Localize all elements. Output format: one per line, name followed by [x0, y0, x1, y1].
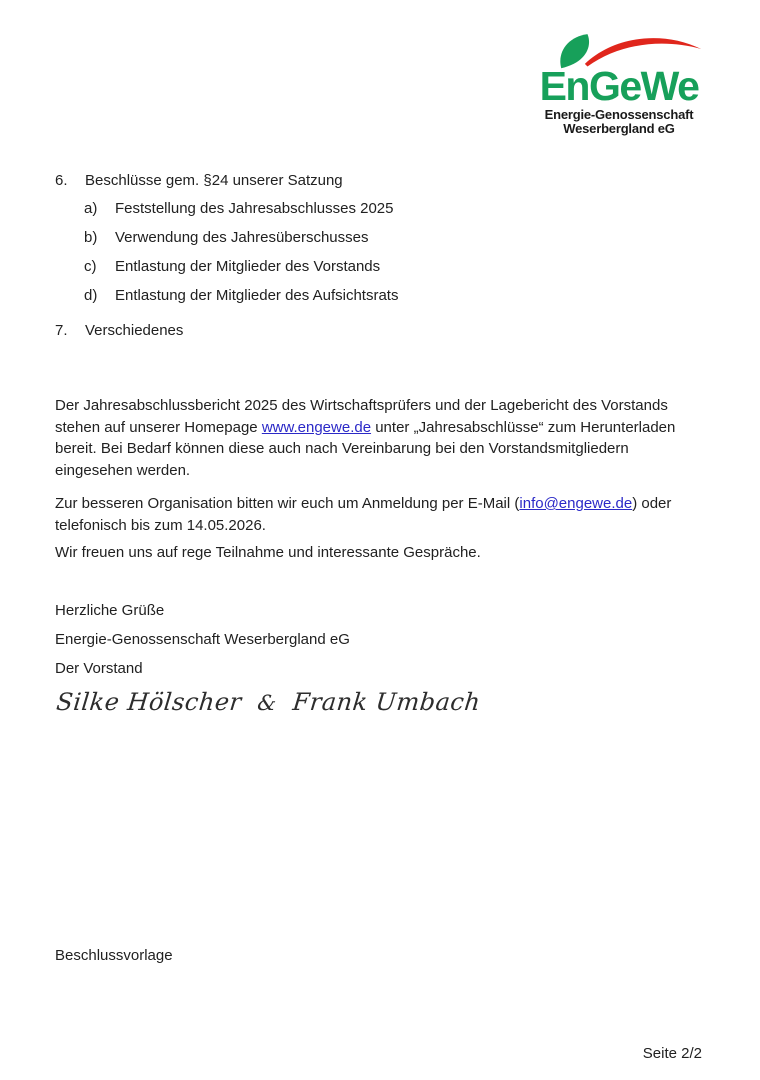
company-logo [534, 28, 704, 135]
signature-frank-umbach: Frank Umbach [291, 688, 482, 716]
signature-silke-hoelscher: Silke Hölscher [55, 688, 244, 716]
agenda-item-number: 7. [55, 322, 68, 339]
paragraph-registration [55, 493, 703, 536]
registration-text-after: ) oder telefonisch bis zum 14.05.2026. [55, 495, 672, 534]
signoff-role: Der Vorstand [55, 660, 143, 677]
signoff-greeting: Herzliche Grüße [55, 602, 165, 619]
agenda-subitem-b [84, 228, 369, 248]
paragraph-closing-sentence: Wir freuen uns auf rege Teilnahme und interessante Gespräche. [55, 544, 481, 561]
agenda-subitem-d [84, 286, 398, 306]
agenda-subitem-text: Feststellung des Jahresabschlusses 2025 [115, 200, 394, 217]
registration-text-before: Zur besseren Organisation bitten wir euch um Anmeldung per E-Mail ( [55, 495, 520, 512]
agenda-subitem-label: b) [84, 229, 98, 246]
homepage-link[interactable]: www.engewe.de [261, 418, 372, 436]
logo-subtitle-line2: Weserbergland eG [563, 121, 675, 136]
agenda-subitem-a [84, 199, 394, 219]
logo-subtitle-line1: Energie-Genossenschaft [544, 107, 694, 122]
signoff-company: Energie-Genossenschaft Weserbergland eG [55, 631, 350, 648]
report-text-after: unter „Jahresabschlüsse“ zum Herunterladen bereit. Bei Bedarf können diese auch nach Vereinbarung bei den Vorstandsmitgliedern eingesehen werden. [55, 418, 676, 479]
signature-line [55, 688, 482, 716]
agenda-subitem-label: c) [84, 258, 97, 275]
agenda-subitem-text: Entlastung der Mitglieder des Vorstands [115, 258, 381, 275]
agenda-item-number: 6. [55, 172, 68, 189]
agenda-item-6 [55, 171, 343, 191]
logo-brand-text: EnGeWe [539, 63, 699, 109]
agenda-item-text: Beschlüsse gem. §24 unserer Satzung [85, 172, 343, 189]
agenda-subitem-label: d) [84, 287, 98, 304]
agenda-subitem-label: a) [84, 200, 98, 217]
agenda-item-text: Verschiedenes [85, 322, 184, 339]
email-link[interactable]: info@engewe.de [519, 495, 633, 512]
agenda-subitem-text: Verwendung des Jahresüberschusses [115, 229, 369, 246]
agenda-subitem-c [84, 257, 380, 277]
paragraph-report [55, 395, 703, 481]
document-type-label: Beschlussvorlage [55, 947, 173, 964]
agenda-item-7 [55, 321, 183, 341]
signature-ampersand: & [256, 691, 278, 715]
agenda-subitem-text: Entlastung der Mitglieder des Aufsichtsrats [115, 287, 399, 304]
report-text-before: Der Jahresabschlussbericht 2025 des Wirtschaftsprüfers und der Lagebericht des Vorstands stehen auf unserer Homepage [55, 397, 668, 436]
page-indicator: Seite 2/2 [642, 1045, 702, 1062]
